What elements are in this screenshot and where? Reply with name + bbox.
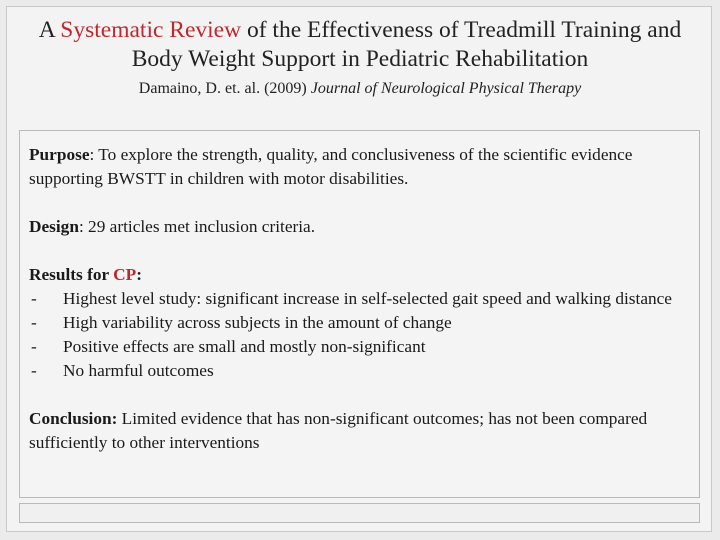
body-text [29,143,694,479]
purpose-paragraph [29,143,694,191]
design-paragraph [29,215,694,239]
results-label: Results for [29,265,114,284]
bullet-dash: - [31,313,37,332]
citation [20,80,700,98]
bullet-dash: - [31,337,37,356]
conclusion-paragraph [29,407,694,455]
conclusion-text: Limited evidence that has non-significant outcomes; has not been compared sufficiently to other interventions [29,409,648,452]
results-colon: : [136,265,142,284]
list-item [29,311,694,335]
citation-authors: Damaino, D. et. al. (2009) [138,80,311,97]
citation-journal: Journal of Neurological Physical Therapy [310,80,582,97]
title-accent: Systematic Review [60,17,242,43]
bullet-dash: - [31,361,37,380]
title-part2: of the Effectiveness of Treadmill Training and Body Weight Support in Pediatric Rehabilitation [131,17,682,72]
design-text: : 29 articles met inclusion criteria. [78,217,316,236]
list-item-text: Highest level study: significant increase in self-selected gait speed and walking distance [63,289,672,308]
purpose-label: Purpose [29,145,90,164]
list-item [29,359,694,383]
slide-title [20,16,700,74]
list-item-text: No harmful outcomes [63,361,214,380]
purpose-text: : To explore the strength, quality, and conclusiveness of the scientific evidence supporting BWSTT in children with motor disabilities. [29,145,633,188]
title-part1: A [38,17,61,43]
list-item [29,287,694,311]
conclusion-label: Conclusion: [29,409,118,428]
list-item-text: Positive effects are small and mostly non-significant [63,337,426,356]
results-section [29,263,694,383]
results-heading [29,263,694,287]
results-cp: CP [113,265,137,284]
title-block [20,16,700,98]
results-list [29,287,694,383]
design-label: Design [29,217,79,236]
list-item-text: High variability across subjects in the amount of change [63,313,452,332]
footer-box [19,503,700,523]
bullet-dash: - [31,289,37,308]
list-item [29,335,694,359]
